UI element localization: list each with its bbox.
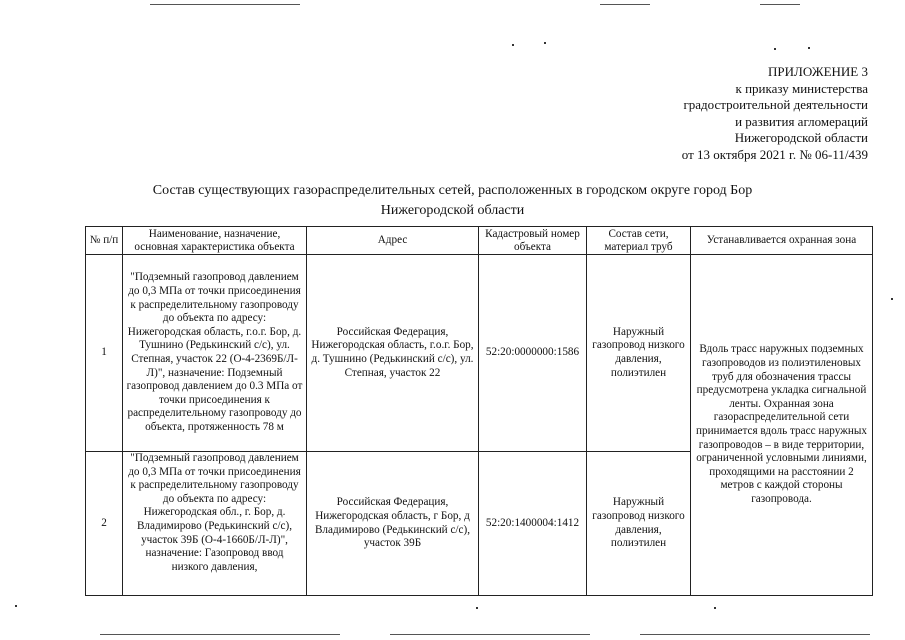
- document-title-line: Нижегородской области: [380, 203, 525, 218]
- row-network: [587, 452, 691, 596]
- scan-edge-top-far: [760, 4, 800, 5]
- row-number: 1: [86, 255, 123, 452]
- scan-edge-top-left: [150, 4, 300, 5]
- scan-speck: [544, 42, 546, 44]
- header-number: № п/п: [86, 227, 123, 255]
- scan-edge-bottom-mid: [390, 634, 590, 635]
- appendix-line: к приказу министерства: [735, 80, 868, 96]
- row-network: [587, 255, 691, 452]
- appendix-line: Нижегородской области: [734, 130, 868, 146]
- document-title-line: Состав существующих газораспределительных сетей, расположенных в городском округе город Бор: [152, 183, 753, 198]
- row-pipe-material: полиэтилен: [610, 537, 667, 550]
- table-row: [86, 255, 873, 452]
- scan-edge-bottom-right: [640, 634, 870, 635]
- row-name: "Подземный газопровод давлением до 0,3 МПа от точки присоединения к распределительному газопроводу до объекта по адресу: Нижегородская обл., г. Бор, д. Владимирово (Редькинский с/с), участок 39Б (О-4-1660Б/Л-Л)", назначение: Газопровод ввод низкого давления,: [123, 452, 307, 596]
- header-address: Адрес: [307, 227, 479, 255]
- appendix-line: ПРИЛОЖЕНИЕ 3: [768, 64, 868, 79]
- scan-speck: [15, 605, 17, 607]
- protection-zone-cell: Вдоль трасс наружных подземных газопроводов из полиэтиленовых труб для обозначения трассы предусмотрена укладка сигнальной ленты. Охранная зона газораспределительной сети принимается вдоль трасс наружных газопроводов – в виде территории, ограниченной условными линиями, проходящими на расстоянии 2 метров с каждой стороны газопровода.: [691, 255, 873, 596]
- document-title: [0, 181, 905, 221]
- scan-speck: [891, 298, 893, 300]
- appendix-line: и развития агломераций: [735, 113, 868, 129]
- row-name: "Подземный газопровод давлением до 0,3 МПа от точки присоединения к распределительному газопроводу до объекта по адресу: Нижегородская область, г.о.г. Бор, д. Тушнино (Редькинский с/с), ул. Степная, участок 22 (О-4-2369Б/Л-Л)", назначение: Подземный газопровод давлением до 0.3 МПа от точки присоединения к распределительному газопроводу до объекта, протяженность 78 м: [123, 255, 307, 452]
- appendix-line: градостроительной деятельности: [683, 97, 868, 113]
- row-cadastral-number: 52:20:0000000:1586: [479, 255, 587, 452]
- header-name: Наименование, назначение, основная характеристика объекта: [123, 227, 307, 255]
- scan-speck: [774, 48, 776, 50]
- scan-speck: [512, 44, 514, 46]
- scan-speck: [476, 607, 478, 609]
- appendix-line: от 13 октября 2021 г. № 06-11/439: [681, 146, 868, 162]
- table-header-row: [86, 227, 873, 255]
- row-cadastral-number: 52:20:1400004:1412: [479, 452, 587, 596]
- scan-speck: [714, 607, 716, 609]
- row-pipe-material: полиэтилен: [610, 366, 667, 379]
- scan-speck: [808, 47, 810, 49]
- header-cadastral: Кадастровый номер объекта: [479, 227, 587, 255]
- appendix-header: [682, 64, 868, 164]
- header-zone: Устанавливается охранная зона: [691, 227, 873, 255]
- row-address: Российская Федерация, Нижегородская область, г.о.г. Бор, д. Тушнино (Редькинский с/с), ул. Степная, участок 22: [307, 255, 479, 452]
- row-network-type: Наружный газопровод низкого давления,: [592, 496, 685, 536]
- scan-edge-top-right: [600, 4, 650, 5]
- header-network: Состав сети, материал труб: [587, 227, 691, 255]
- row-network-type: Наружный газопровод низкого давления,: [592, 325, 685, 365]
- row-address: Российская Федерация, Нижегородская область, г Бор, д Владимирово (Редькинский с/с), участок 39Б: [307, 452, 479, 596]
- gas-network-table: [85, 226, 873, 596]
- row-number: 2: [86, 452, 123, 596]
- scan-edge-bottom-left: [100, 634, 340, 635]
